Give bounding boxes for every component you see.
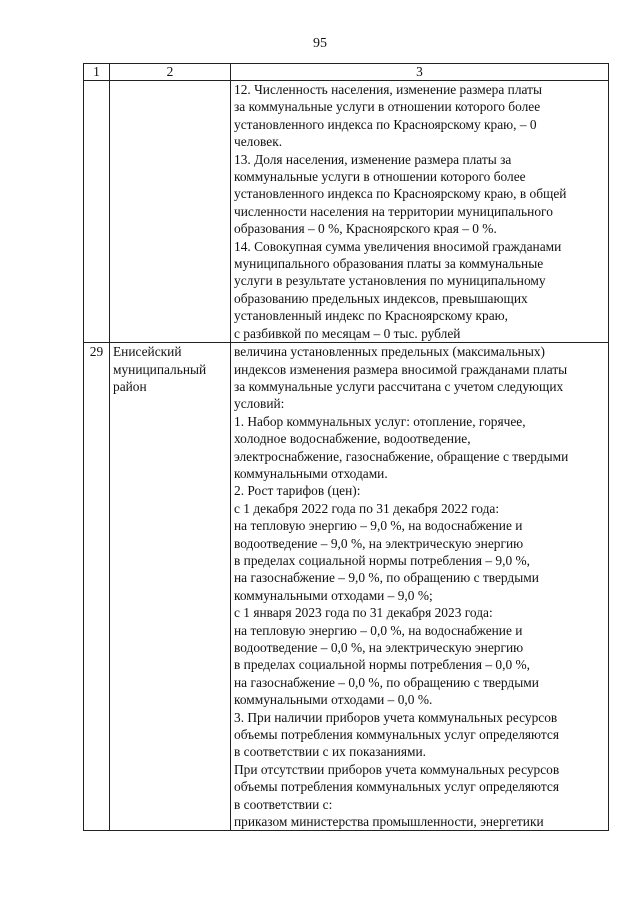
description-line: водоотведение – 0,0 %, на электрическую энергию: [234, 640, 524, 655]
description-line: установленного индекса по Красноярскому краю, – 0: [234, 116, 537, 132]
description-line: в соответствии с:: [234, 796, 333, 812]
description-line: муниципального образования платы за коммунальные: [234, 256, 544, 272]
description-line: 12. Численность населения, изменение размера платы: [234, 82, 542, 97]
table-row: [84, 81, 609, 343]
description-line: водоотведение – 9,0 %, на электрическую энергию: [234, 535, 524, 551]
description-line: услуги в результате установления по муниципальному: [234, 273, 546, 289]
description-line: в пределах социальной нормы потребления – 0,0 %,: [234, 657, 531, 673]
description-line: объемы потребления коммунальных услуг определяются: [234, 727, 559, 743]
description-line: образованию предельных индексов, превышающих: [234, 290, 528, 306]
description-line: коммунальными отходами.: [234, 465, 388, 481]
description-line: за коммунальные услуги в отношении которого более: [234, 99, 541, 115]
description-line: с 1 декабря 2022 года по 31 декабря 2022 года:: [234, 500, 500, 516]
description-line: коммунальными отходами – 9,0 %;: [234, 587, 433, 603]
description-line: величина установленных предельных (максимальных): [234, 344, 545, 360]
municipality-name-line: муниципальный: [113, 361, 207, 377]
description-line: объемы потребления коммунальных услуг определяются: [234, 779, 559, 795]
municipality-name-line: район: [113, 378, 147, 394]
description-line: образования – 0 %, Красноярского края – 0 %.: [234, 221, 497, 237]
municipality-cell: [110, 343, 231, 831]
description-line: условий:: [234, 396, 285, 412]
description-line: электроснабжение, газоснабжение, обращение с твердыми: [234, 448, 569, 464]
description-line: в соответствии с их показаниями.: [234, 744, 426, 760]
description-line: в пределах социальной нормы потребления – 9,0 %,: [234, 552, 531, 568]
description-line: 14. Совокупная сумма увеличения вносимой гражданами: [234, 238, 562, 254]
description-line: приказом министерства промышленности, энергетики: [234, 814, 544, 830]
header-cell-1: 1: [84, 64, 110, 81]
row-number-cell: [84, 81, 110, 343]
header-cell-3: 3: [231, 64, 609, 81]
description-line: с 1 января 2023 года по 31 декабря 2023 года:: [234, 605, 493, 621]
description-line: коммунальными отходами – 0,0 %.: [234, 692, 433, 708]
municipality-name-line: Енисейский: [113, 344, 182, 360]
description-line: на газоснабжение – 0,0 %, по обращению с твердыми: [234, 674, 539, 690]
description-line: с разбивкой по месяцам – 0 тыс. рублей: [234, 325, 461, 341]
description-cell: [231, 81, 609, 343]
description-line: 3. При наличии приборов учета коммунальных ресурсов: [234, 709, 558, 725]
description-line: 2. Рост тарифов (цен):: [234, 483, 361, 499]
description-line: индексов изменения размера вносимой гражданами платы: [234, 361, 568, 377]
description-line: на тепловую энергию – 0,0 %, на водоснабжение и: [234, 622, 523, 638]
description-line: установленный индекс по Красноярскому краю,: [234, 308, 509, 324]
description-cell: [231, 343, 609, 831]
description-line: численности населения на территории муниципального: [234, 203, 553, 219]
description-line: за коммунальные услуги рассчитана с учетом следующих: [234, 378, 564, 394]
document-table: [83, 63, 609, 831]
row-number-cell: 29: [84, 343, 110, 831]
description-line: на газоснабжение – 9,0 %, по обращению с твердыми: [234, 570, 539, 586]
description-line: коммунальные услуги в отношении которого более: [234, 169, 526, 185]
header-cell-2: 2: [110, 64, 231, 81]
page-number: 95: [313, 36, 327, 51]
table-row: [84, 343, 609, 831]
description-line: При отсутствии приборов учета коммунальных ресурсов: [234, 761, 560, 777]
description-line: установленного индекса по Красноярскому краю, в общей: [234, 186, 567, 202]
table-header-row: [84, 64, 609, 81]
description-line: 1. Набор коммунальных услуг: отопление, горячее,: [234, 413, 526, 429]
description-line: на тепловую энергию – 9,0 %, на водоснабжение и: [234, 518, 523, 534]
table-body: [84, 64, 609, 831]
municipality-cell: [110, 81, 231, 343]
description-line: 13. Доля населения, изменение размера платы за: [234, 151, 512, 167]
description-line: холодное водоснабжение, водоотведение,: [234, 431, 471, 447]
description-line: человек.: [234, 134, 283, 150]
